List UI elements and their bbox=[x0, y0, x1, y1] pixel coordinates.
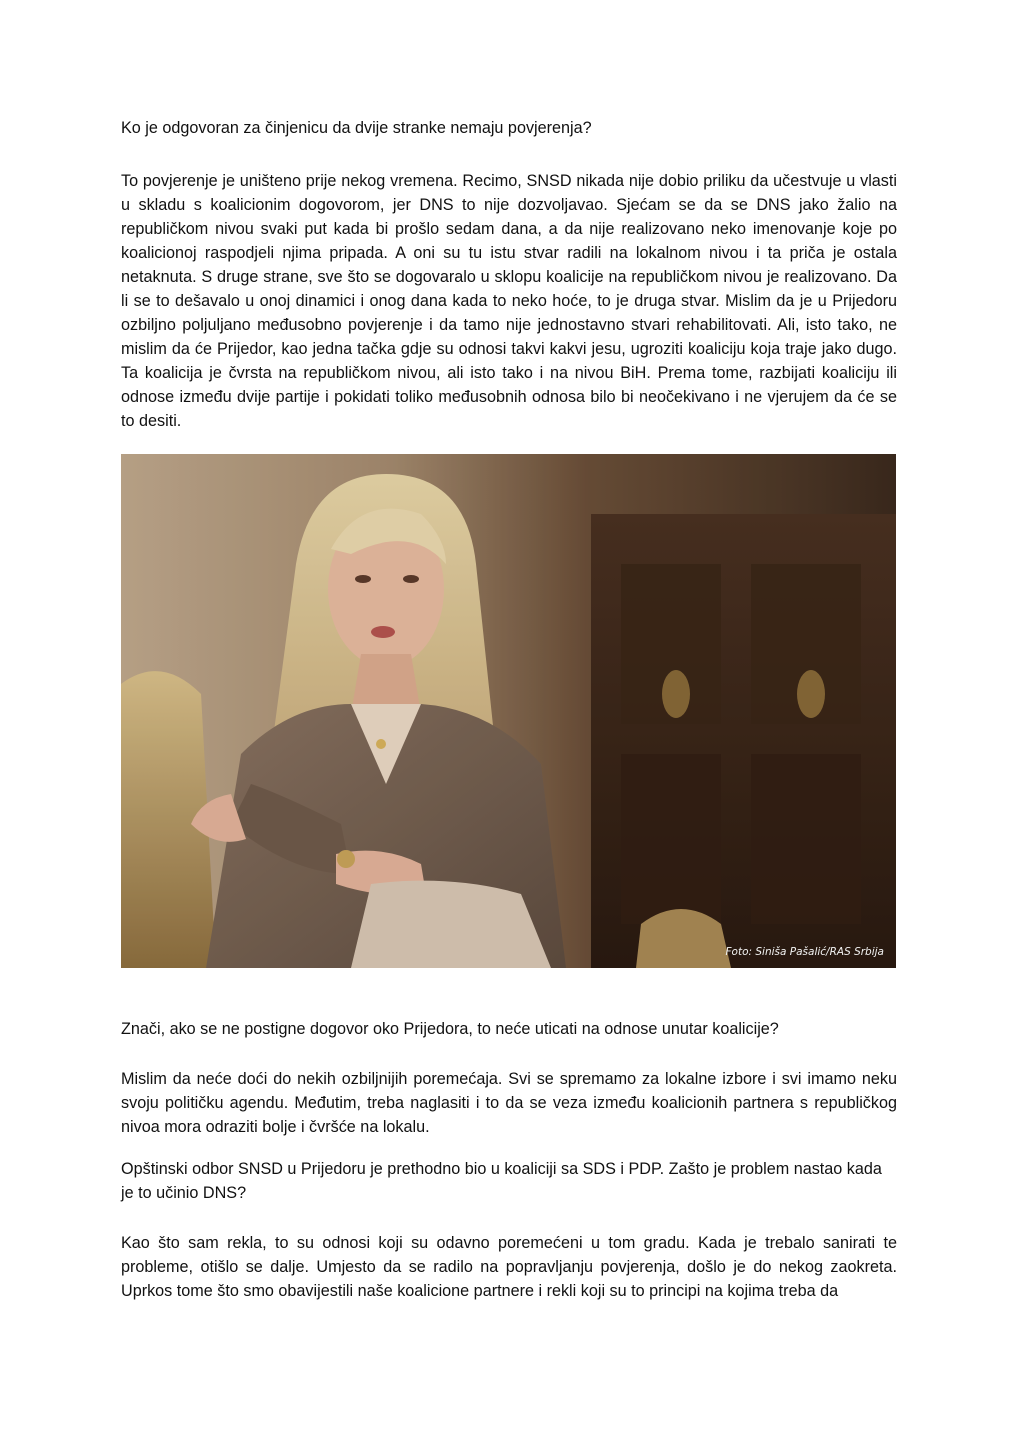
question-1: Ko je odgovoran za činjenicu da dvije stranke nemaju povjerenja? bbox=[121, 119, 592, 137]
answer-2: Mislim da neće doći do nekih ozbiljnijih poremećaja. Svi se spremamo za lokalne izbore i svi imamo neku svoju političku agendu. Međutim, treba naglasiti i to da se veza između koalicionih partnera s republičkog nivoa mora odraziti bolje i čvršće na lokalu. bbox=[121, 1070, 897, 1136]
answer-3: Kao što sam rekla, to su odnosi koji su odavno poremećeni u tom gradu. Kada je trebalo sanirati te probleme, otišlo se dalje. Umjesto da se radilo na popravljanju povjerenja, došlo je do nekog zaokreta. Uprkos tome što smo obavijestili naše koalicione partnere i rekli koji su to principi na kojima treba da bbox=[121, 1234, 897, 1300]
question-3: Opštinski odbor SNSD u Prijedoru je prethodno bio u koaliciji sa SDS i PDP. Zašto je problem nastao kada je to učinio DNS? bbox=[121, 1160, 882, 1202]
answer-1: To povjerenje je uništeno prije nekog vremena. Recimo, SNSD nikada nije dobio priliku da učestvuje u vlasti u skladu s koalicionim dogovorom, jer DNS to nije dozvoljavao. Sjećam se da se DNS jako žalio na republičkom nivou svaki put kada bi prošlo sedam dana, a da nije realizovano neko imenovanje koje po koalicionoj raspodjeli njima pripada. A oni su tu istu stvar radili na lokalnom nivou i ta priča je ostala netaknuta. S druge strane, sve što se dogovaralo u sklopu koalicije na republičkom nivou je realizovano. Da li se to dešavalo u onoj dinamici i onog dana kada to neko hoće, to je druga stvar. Mislim da je u Prijedoru ozbiljno poljuljano međusobno povjerenje i da tamo nije jednostavno stvari rehabilitovati. Ali, isto tako, ne mislim da će Prijedor, kao jedna tačka gdje su odnosi takvi kakvi jesu, ugroziti koaliciju koja traje jako dugo. Ta koalicija je čvrsta na republičkom nivou, ali isto tako i na nivou BiH. Prema tome, razbijati koaliciju ili odnose između dvije partije i pokidati toliko međusobnih odnosa bilo bi neočekivano i ne vjerujem da će se to desiti. bbox=[121, 172, 897, 430]
question-2: Znači, ako se ne postigne dogovor oko Prijedora, to neće uticati na odnose unutar koalicije? bbox=[121, 1020, 779, 1038]
interview-photo bbox=[121, 454, 896, 968]
interview-photo-image bbox=[121, 454, 896, 968]
photo-credit: Foto: Siniša Pašalić/RAS Srbija bbox=[725, 946, 884, 958]
